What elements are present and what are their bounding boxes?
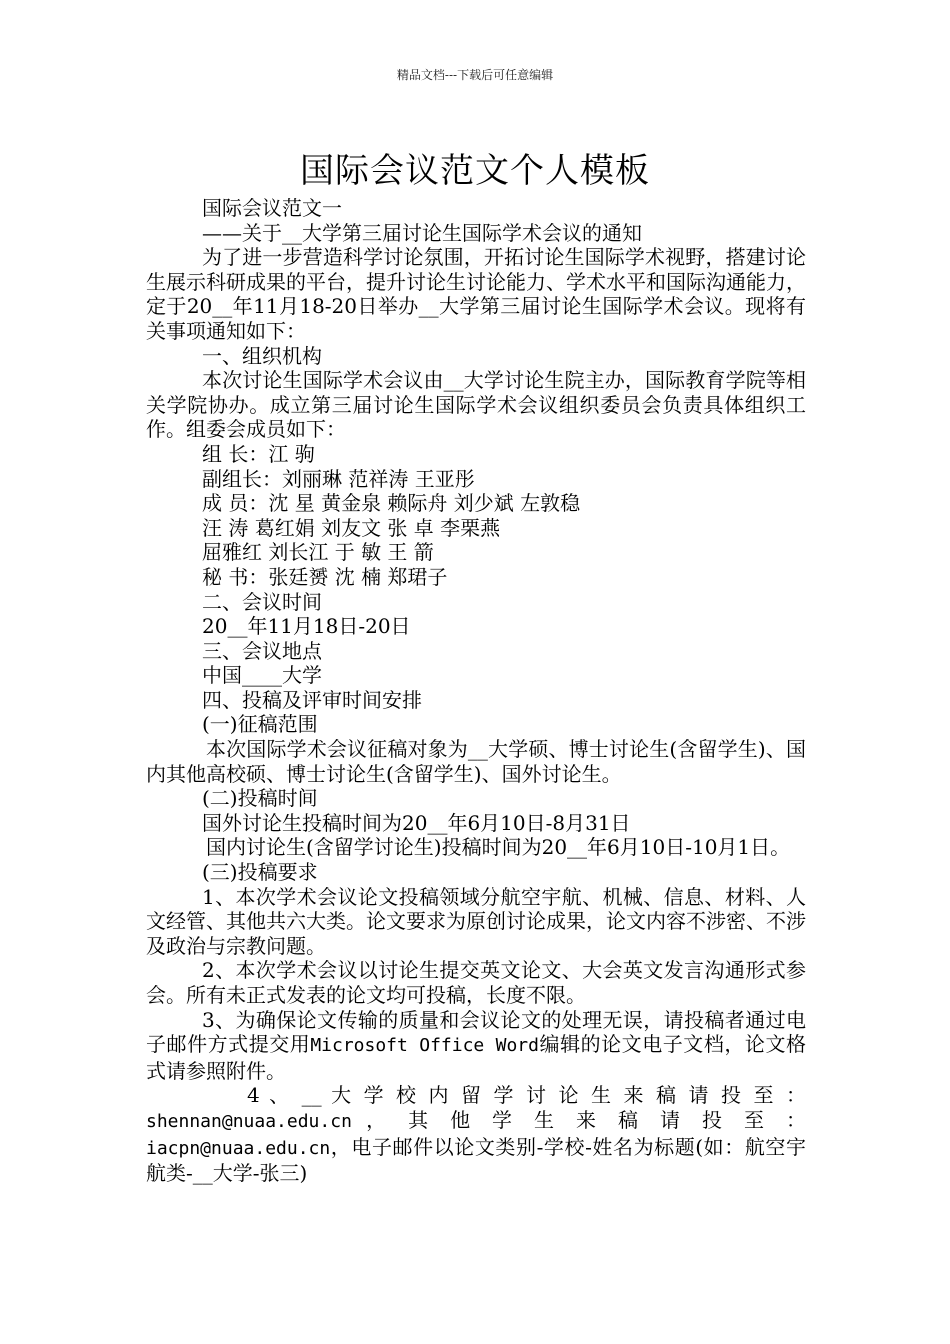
paragraph-deadline-domestic: 国内讨论生(含留学讨论生)投稿时间为20__年6月10日-10月1日。	[206, 835, 791, 860]
paragraph-deadline-foreign: 国外讨论生投稿时间为20__年6月10日-8月31日	[202, 810, 631, 835]
paragraph-requirement-2: 2、本次学术会议以讨论生提交英文论文、大会英文发言沟通形式参会。所有未正式发表的论文均可投稿，长度不限。	[146, 958, 806, 1007]
requirement-3-text-a: 3、为确保论文传输的质量和会议论文的处理无误，请投稿者通过电子邮件方式提交用	[146, 1007, 806, 1057]
paragraph-requirement-4-rest	[146, 1135, 806, 1186]
requirement-3-software: Microsoft Office Word	[310, 1035, 539, 1057]
section-heading-submission: 四、投稿及评审时间安排	[202, 687, 422, 712]
paragraph-members-3: 屈雅红 刘长江 于 敏 王 箭	[202, 540, 434, 565]
document-body	[146, 196, 806, 1186]
paragraph-scope: 本次国际学术会议征稿对象为__大学硕、博士讨论生(含留学生)、国内其他高校硕、博士讨论生(含留学生)、国外讨论生。	[146, 737, 806, 786]
requirement-3-text-b: 编辑的论文电子文档，论文格式请参照附件。	[146, 1032, 807, 1083]
document-title: 国际会议范文个人模板	[300, 150, 650, 191]
paragraph-deputy-leaders: 副组长：刘丽琳 范祥涛 王亚彤	[202, 466, 475, 491]
paragraph-secretaries: 秘 书：张廷赟 沈 楠 郑珺子	[202, 564, 448, 589]
paragraph-location: 中国____大学	[202, 663, 322, 688]
paragraph-requirement-4-email-line	[146, 1108, 806, 1135]
subheading-scope: (一)征稿范围	[202, 712, 318, 737]
paragraph-leader: 组 长：江 驹	[202, 441, 315, 466]
subheading-deadline: (二)投稿时间	[202, 786, 318, 811]
subheading-requirements: (三)投稿要求	[202, 860, 318, 885]
section-heading-time: 二、会议时间	[202, 589, 322, 614]
paragraph-organization: 本次讨论生国际学术会议由__大学讨论生院主办，国际教育学院等相关学院协办。成立第三届讨论生国际学术会议组织委员会负责具体组织工作。组委会成员如下：	[146, 368, 806, 442]
paragraph-requirement-4-line: 4 、 __ 大 学 校 内 留 学 讨 论 生 来 稿 请 投 至 ：	[247, 1083, 806, 1108]
paragraph-time: 20__年11月18日-20日	[202, 614, 411, 639]
section-heading-location: 三、会议地点	[202, 638, 322, 663]
paragraph-notice-title: ——关于__大学第三届讨论生国际学术会议的通知	[202, 220, 642, 245]
paragraph-subtitle: 国际会议范文一	[202, 196, 342, 220]
paragraph-intro: 为了进一步营造科学讨论氛围，开拓讨论生国际学术视野，搭建讨论生展示科研成果的平台，提升讨论生讨论能力、学术水平和国际沟通能力，定于20__年11月18-20日举办__大学第三届讨论生国际学术会议。现将有关事项通知如下：	[146, 245, 806, 343]
header-note: 精品文档---下载后可任意编辑	[396, 68, 554, 82]
email-link-other[interactable]: iacpn@nuaa.edu.cn	[146, 1137, 331, 1159]
email-link-campus[interactable]: shennan@nuaa.edu.cn	[146, 1110, 352, 1132]
paragraph-requirement-1: 1、本次学术会议论文投稿领域分航空宇航、机械、信息、材料、人文经管、其他共六大类。论文要求为原创讨论成果，论文内容不涉密、不涉及政治与宗教问题。	[146, 884, 806, 958]
paragraph-members-1: 成 员：沈 星 黄金泉 赖际舟 刘少斌 左敦稳	[202, 491, 581, 516]
section-heading-organization: 一、组织机构	[202, 343, 322, 368]
requirement-4-text-c: ，电子邮件以论文类别-学校-姓名为标题(如：航空宇航类-__大学-张三)	[146, 1134, 806, 1186]
requirement-4-text-b: ， 其 他 学 生 来 稿 请 投 至 ：	[351, 1107, 806, 1132]
paragraph-requirement-3	[146, 1008, 806, 1084]
paragraph-members-2: 汪 涛 葛红娟 刘友文 张 卓 李栗燕	[202, 515, 501, 540]
